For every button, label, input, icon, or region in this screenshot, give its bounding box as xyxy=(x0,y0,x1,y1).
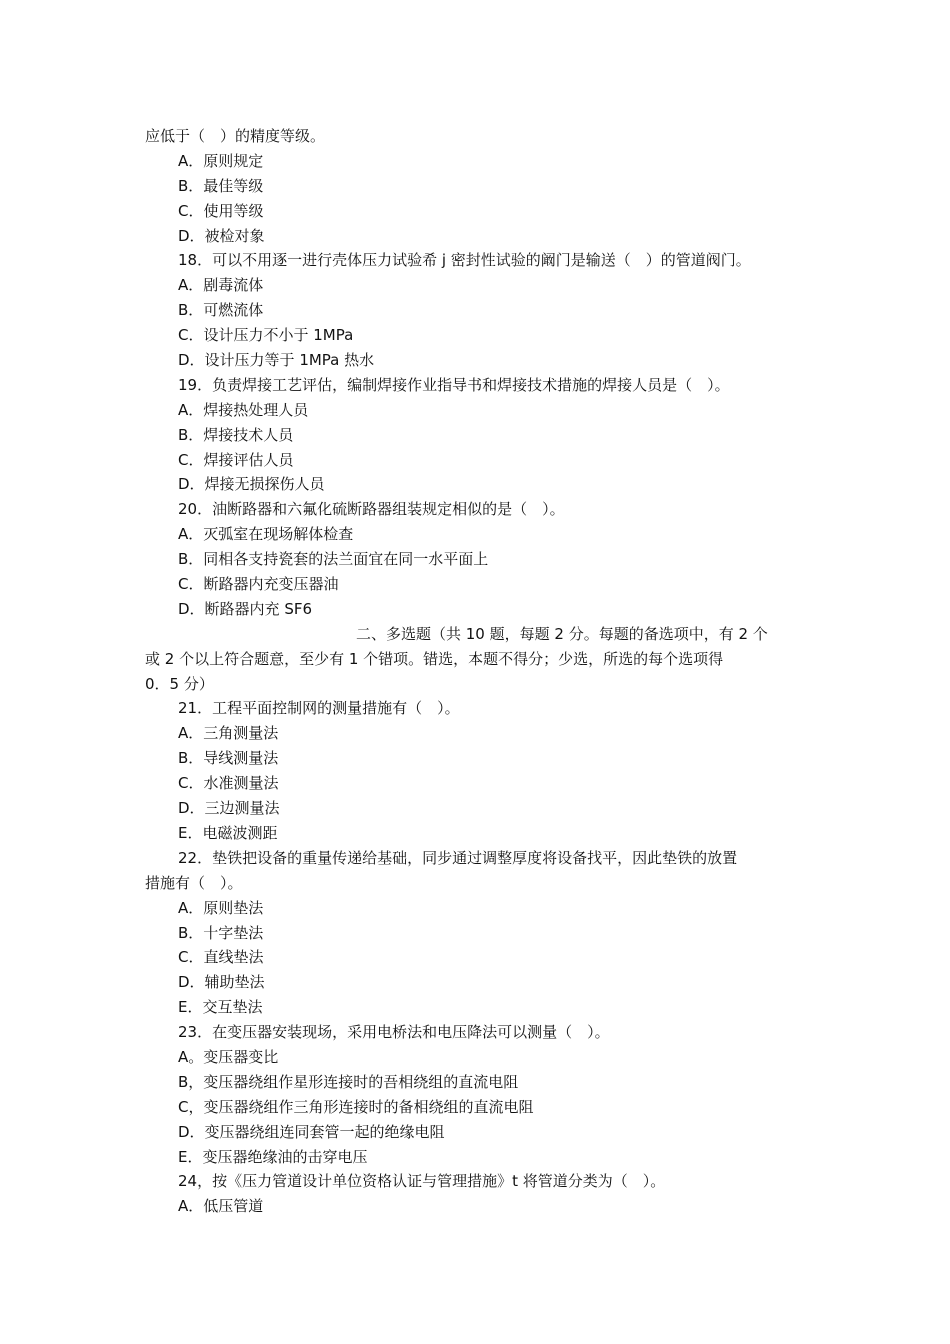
text-line: E．电磁波测距 xyxy=(178,823,278,842)
text-line: 二、多选题（共 10 题，每题 2 分。每题的备选项中，有 2 个 xyxy=(356,624,768,643)
text-line: B．同相各支持瓷套的法兰面宜在同一水平面上 xyxy=(178,550,489,569)
text-line: C．焊接评估人员 xyxy=(178,450,294,469)
text-line: A．焊接热处理人员 xyxy=(178,400,309,419)
text-line: D．变压器绕组连同套管一起的绝缘电阻 xyxy=(178,1122,445,1141)
text-line: D．断路器内充 SF6 xyxy=(178,599,313,618)
text-line: 22．垫铁把设备的重量传递给基础，同步通过调整厚度将设备找平，因此垫铁的放置 xyxy=(178,848,738,867)
text-line: D．被检对象 xyxy=(178,226,265,245)
text-line: B，变压器绕组作星形连接时的吾相绕组的直流电阻 xyxy=(178,1072,519,1091)
text-line: 或 2 个以上符合题意，至少有 1 个错项。错选，本题不得分；少选，所选的每个选项得 xyxy=(145,649,724,668)
text-line: A．灭弧室在现场解体检查 xyxy=(178,525,354,544)
text-line: A．低压管道 xyxy=(178,1197,264,1216)
text-line: 措施有（ ）。 xyxy=(145,873,243,892)
text-line: C．设计压力不小于 1MPa xyxy=(178,326,354,345)
text-line: B．可燃流体 xyxy=(178,301,264,320)
text-line: E．变压器绝缘油的击穿电压 xyxy=(178,1147,368,1166)
text-line: E．交互垫法 xyxy=(178,998,263,1017)
text-line: A．原则规定 xyxy=(178,151,264,170)
text-line: D．焊接无损探伤人员 xyxy=(178,475,325,494)
document-body xyxy=(145,124,810,1219)
text-line: B．最佳等级 xyxy=(178,176,264,195)
text-line: C．直线垫法 xyxy=(178,948,264,967)
text-line: C．使用等级 xyxy=(178,201,264,220)
text-line: A。变压器变比 xyxy=(178,1047,279,1066)
text-line: 18．可以不用逐一进行壳体压力试验希 j 密封性试验的阚门是输送（ ）的管道阀门。 xyxy=(178,251,751,270)
text-line: C，变压器绕组作三角形连接时的备相绕组的直流电阻 xyxy=(178,1097,534,1116)
text-line: 24，按《压力管道设计单位资格认证与管理措施》t 将管道分类为（ ）。 xyxy=(178,1172,666,1191)
text-line: 21．工程平面控制网的测量措施有（ ）。 xyxy=(178,699,460,718)
text-line: 20．油断路器和六氟化硫断路器组装规定相似的是（ ）。 xyxy=(178,500,565,519)
text-line: C．断路器内充变压器油 xyxy=(178,575,339,594)
text-line: 19．负责焊接工艺评估，编制焊接作业指导书和焊接技术措施的焊接人员是（ ）。 xyxy=(178,375,730,394)
text-line: A．原则垫法 xyxy=(178,898,264,917)
text-line: D．三边测量法 xyxy=(178,799,280,818)
text-line: 应低于（ ）的精度等级。 xyxy=(145,127,326,145)
text-line: 23．在变压器安装现场，采用电桥法和电压降法可以测量（ ）。 xyxy=(178,1023,610,1042)
text-line: B．导线测量法 xyxy=(178,749,279,768)
text-line: A．剧毒流体 xyxy=(178,276,264,295)
text-line: B．焊接技术人员 xyxy=(178,425,294,444)
text-line: B．十字垫法 xyxy=(178,923,264,942)
text-line: C．水准测量法 xyxy=(178,774,279,793)
text-line: D．设计压力等于 1MPa 热水 xyxy=(178,351,375,370)
text-line: 0．5 分） xyxy=(145,674,214,693)
text-line: D．辅助垫法 xyxy=(178,973,265,992)
text-line: A．三角测量法 xyxy=(178,724,279,743)
